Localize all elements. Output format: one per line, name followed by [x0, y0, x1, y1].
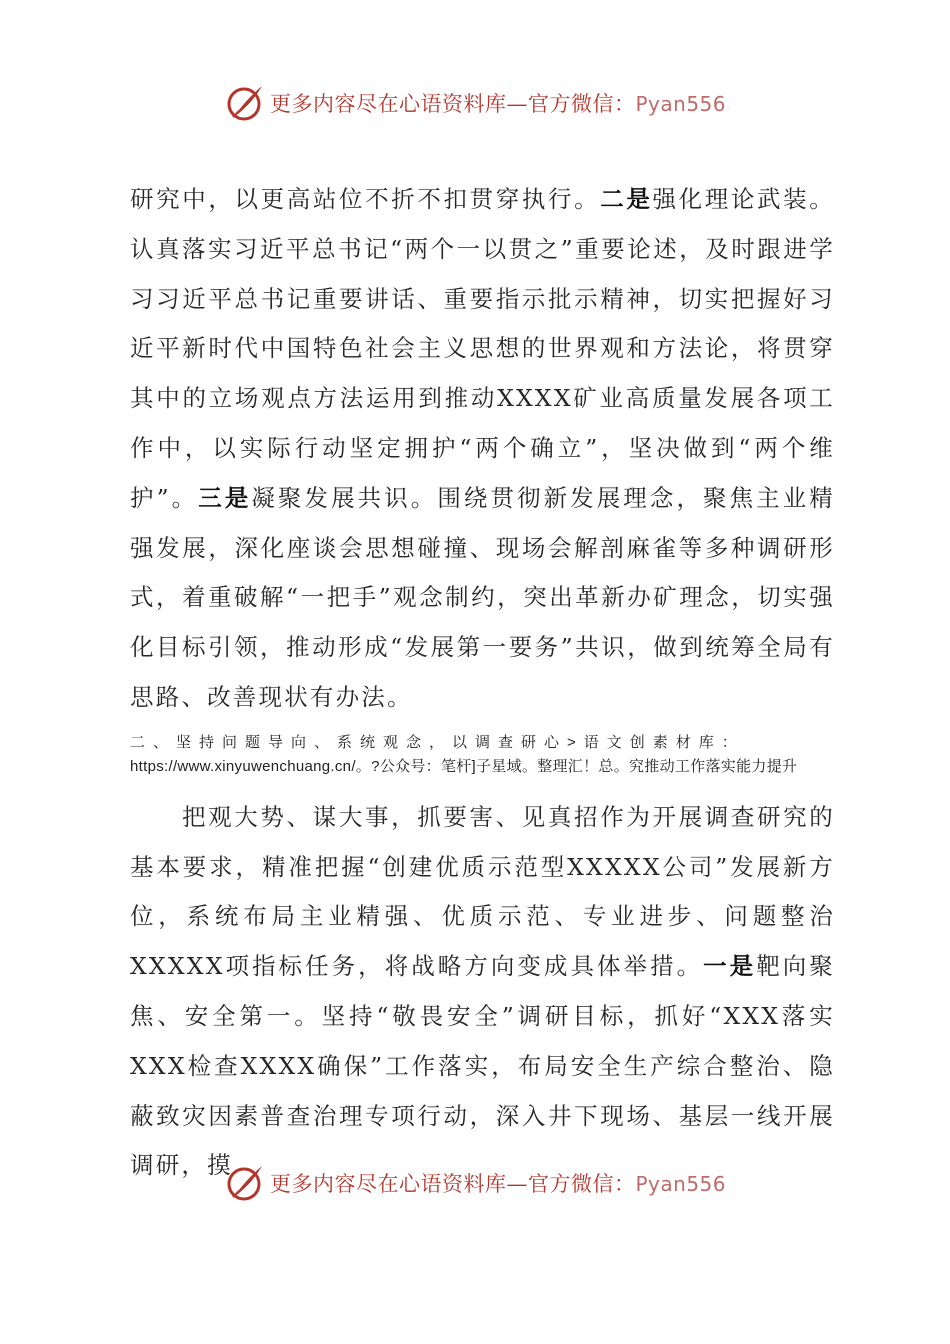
footer-banner	[0, 1158, 950, 1208]
paragraph-1: 研究中，以更高站位不折不扣贯穿执行。二是强化理论武装。认真落实习近平总书记“两个一以贯之”重要论述，及时跟进学习习近平总书记重要讲话、重要指示批示精神，切实把握好习近平新时代中国特色社会主义思想的世界观和方法论，将贯穿其中的立场观点方法运用到推动XXXX矿业高质量发展各项工作中，以实际行动坚定拥护“两个确立”，坚决做到“两个维护”。三是凝聚发展共识。围绕贯彻新发展理念，聚焦主业精强发展，深化座谈会思想碰撞、现场会解剖麻雀等多种调研形式，着重破解“一把手”观念制约，突出革新办矿理念，切实强化目标引领，推动形成“发展第一要务”共识，做到统筹全局有思路、改善现状有办法。	[130, 185, 836, 711]
document-body	[130, 175, 835, 1191]
wechat-id: Pyan556	[635, 1172, 726, 1196]
header-banner	[0, 78, 950, 128]
banner-text: 更多内容尽在心语资料库—官方微信：Pyan556	[269, 1172, 726, 1196]
section-heading: 二、坚持问题导向、系统观念，以调查研心>语文创素材库：https://www.xinyuwenchuang.cn/。?公众号：笔杆]子星域。整理汇！总。究推动工作落实能力提升	[130, 733, 798, 775]
banner-text: 更多内容尽在心语资料库—官方微信：Pyan556	[269, 92, 726, 116]
bold-marker: 一是	[703, 952, 757, 981]
quill-pen-logo-icon	[224, 1162, 266, 1204]
quill-pen-logo-icon	[224, 82, 266, 124]
bold-marker: 二是	[600, 185, 653, 213]
paragraph-2: 把观大势、谋大事，抓要害、见真招作为开展调查研究的基本要求，精准把握“创建优质示范型XXXXX公司”发展新方位，系统布局主业精强、优质示范、专业进步、问题整治XXXXX项指标任务，将战略方向变成具体举措。一是靶向聚焦、安全第一。坚持“敬畏安全”调研目标，抓好“XXX落实XXX检查XXXX确保”工作落实，布局安全生产综合整治、隐蔽致灾因素普查治理专项行动，深入井下现场、基层一线开展调研，摸	[130, 802, 835, 1180]
heading-url: https://www.xinyuwenchuang.cn/	[130, 757, 356, 775]
bold-marker: 三是	[198, 483, 252, 512]
wechat-id: Pyan556	[635, 92, 726, 116]
